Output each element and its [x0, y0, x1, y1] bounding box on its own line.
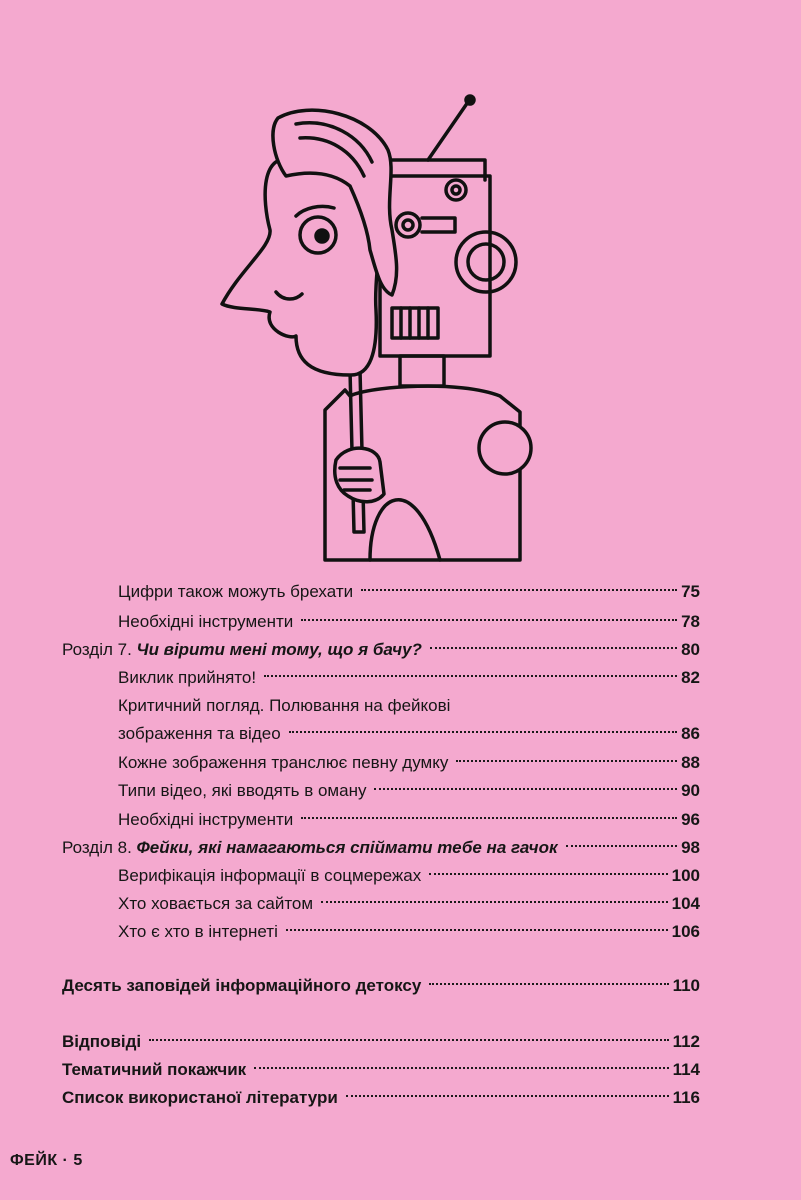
- toc-entry[interactable]: [118, 608, 700, 636]
- toc-page-number: 116: [672, 1088, 700, 1107]
- dot-leader: [566, 845, 678, 847]
- toc-page-number: 112: [672, 1032, 700, 1051]
- toc-page-number: 106: [671, 922, 700, 941]
- toc-chapter-entry[interactable]: [62, 636, 700, 664]
- toc-entry[interactable]: [118, 749, 700, 777]
- toc-page-number: 98: [681, 838, 700, 857]
- page-footer: [10, 1152, 83, 1170]
- toc-entry-title-line1: Критичний погляд. Полювання на фейкові: [118, 696, 451, 715]
- toc-chapter-title: [62, 834, 562, 862]
- dot-leader: [429, 983, 668, 985]
- toc-entry[interactable]: [118, 664, 700, 692]
- toc-entry-title: Десять заповідей інформаційного детоксу: [62, 976, 422, 995]
- dot-leader: [430, 647, 677, 649]
- dot-leader: [456, 760, 677, 762]
- dot-leader: [346, 1095, 669, 1097]
- toc-page-number: 110: [672, 976, 700, 995]
- dot-leader: [301, 817, 677, 819]
- toc-entry[interactable]: [118, 862, 700, 890]
- chapter-name: Чи вірити мені тому, що я бачу?: [136, 640, 422, 659]
- toc-page-number: 88: [681, 753, 700, 772]
- dot-leader: [264, 675, 677, 677]
- toc-entry-title: Кожне зображення транслює певну думку: [118, 753, 449, 772]
- toc-entry-title: Верифікація інформації в соцмережах: [118, 866, 422, 885]
- dot-leader: [149, 1039, 668, 1041]
- chapter-label: Розділ 8.: [62, 838, 137, 857]
- toc-entry-title: Цифри також можуть брехати: [118, 582, 354, 601]
- dot-leader: [289, 731, 677, 733]
- toc-entry-title: Типи відео, які вводять в оману: [118, 781, 367, 800]
- footer-separator: ·: [62, 1152, 69, 1169]
- toc-entry-title: Необхідні інструменти: [118, 810, 294, 829]
- chapter-label: Розділ 7.: [62, 640, 137, 659]
- toc-entry-title: Відповіді: [62, 1032, 142, 1051]
- toc-page-number: 100: [671, 866, 700, 885]
- dot-leader: [429, 873, 667, 875]
- chapter-name: Фейки, які намагаються спіймати тебе на гачок: [136, 838, 558, 857]
- dot-leader: [321, 901, 668, 903]
- toc-page-number: 80: [681, 640, 700, 659]
- toc-entry[interactable]: [118, 806, 700, 834]
- toc-chapter-title: [62, 636, 426, 664]
- dot-leader: [254, 1067, 668, 1069]
- toc-entry[interactable]: [118, 578, 700, 606]
- toc-page-number: 86: [681, 724, 700, 743]
- toc-entry-title: Список використаної літератури: [62, 1088, 338, 1107]
- toc-page-number: 114: [672, 1060, 700, 1079]
- toc-section-entry[interactable]: [62, 1028, 700, 1056]
- toc-page-number: 104: [671, 894, 700, 913]
- book-title: ФЕЙК: [10, 1152, 58, 1169]
- toc-section-entry[interactable]: [62, 1084, 700, 1112]
- toc-entry-title: Необхідні інструменти: [118, 612, 294, 631]
- dot-leader: [286, 929, 668, 931]
- dot-leader: [374, 788, 677, 790]
- dot-leader: [301, 619, 677, 621]
- toc-page-number: 82: [681, 668, 700, 687]
- toc-page-number: 78: [681, 612, 700, 631]
- toc-section-entry[interactable]: [62, 1056, 700, 1084]
- toc-page-number: 75: [681, 582, 700, 601]
- page-number: 5: [73, 1152, 83, 1169]
- toc-entry-title: зображення та відео: [118, 724, 281, 743]
- robot-with-human-mask-illustration: [200, 90, 560, 570]
- toc-chapter-entry[interactable]: [62, 834, 700, 862]
- toc-entry[interactable]: [118, 918, 700, 946]
- toc-page-number: 90: [681, 781, 700, 800]
- toc-entry-title: Хто є хто в інтернеті: [118, 922, 278, 941]
- toc-entry-title: Хто ховається за сайтом: [118, 894, 314, 913]
- toc-entry[interactable]: [118, 777, 700, 805]
- toc-section-entry[interactable]: [62, 972, 700, 1000]
- dot-leader: [361, 589, 677, 591]
- toc-page-number: 96: [681, 810, 700, 829]
- toc-entry-title: Тематичний покажчик: [62, 1060, 247, 1079]
- toc-entry-title: Виклик прийнято!: [118, 668, 257, 687]
- toc-entry[interactable]: [118, 720, 700, 748]
- toc-entry[interactable]: [118, 890, 700, 918]
